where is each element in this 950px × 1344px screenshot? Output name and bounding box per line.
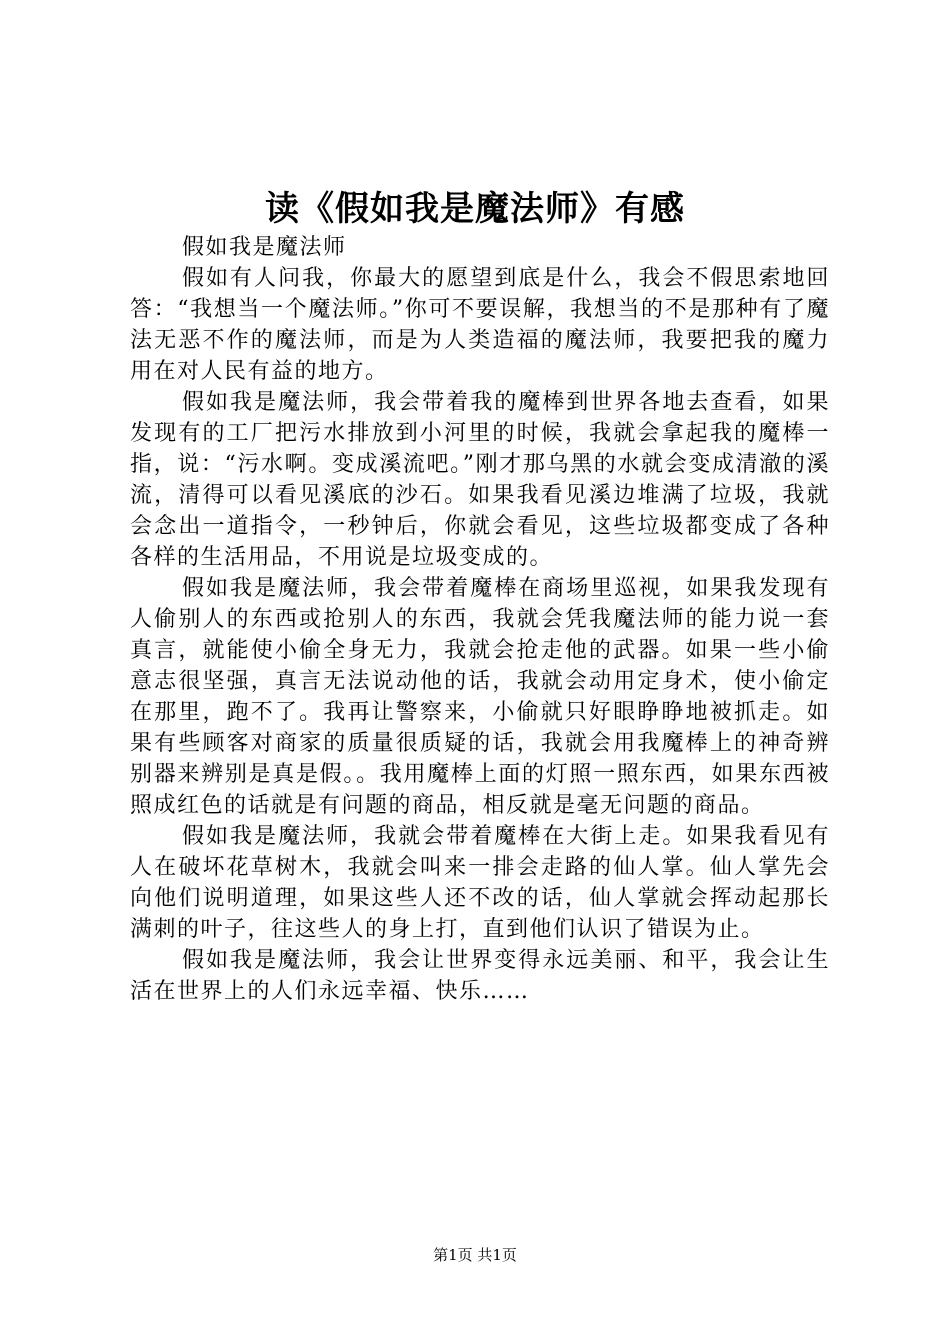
document-title: 读《假如我是魔法师》有感: [265, 189, 685, 229]
document-body: [130, 232, 830, 1007]
paragraph-1: 假如有人问我，你最大的愿望到底是什么，我会不假思索地回答：“我想当一个魔法师。”你可不要误解，我想当的不是那种有了魔法无恶不作的魔法师，而是为人类造福的魔法师，我要把我的魔力用在对人民有益的地方。: [130, 266, 830, 384]
paragraph-4: 假如我是魔法师，我就会带着魔棒在大街上走。如果我看见有人在破坏花草树木，我就会叫来一排会走路的仙人掌。仙人掌先会向他们说明道理，如果这些人还不改的话，仙人掌就会挥动起那长满刺的叶子，往这些人的身上打，直到他们认识了错误为止。: [130, 824, 830, 942]
page-footer: 第1页 共1页: [433, 1246, 517, 1264]
paragraph-subtitle: 假如我是魔法师: [182, 235, 347, 260]
paragraph-5: 假如我是魔法师，我会让世界变得永远美丽、和平，我会让生活在世界上的人们永远幸福、快乐……: [130, 948, 830, 1004]
paragraph-3: 假如我是魔法师，我会带着魔棒在商场里巡视，如果我发现有人偷别人的东西或抢别人的东西，我就会凭我魔法师的能力说一套真言，就能使小偷全身无力，我就会抢走他的武器。如果一些小偷意志很坚强，真言无法说动他的话，我就会动用定身术，使小偷定在那里，跑不了。我再让警察来，小偷就只好眼睁睁地被抓走。如果有些顾客对商家的质量很质疑的话，我就会用我魔棒上的神奇辨别器来辨别是真是假。。我用魔棒上面的灯照一照东西，如果东西被照成红色的话就是有问题的商品，相反就是毫无问题的商品。: [130, 576, 830, 818]
paragraph-2: 假如我是魔法师，我会带着我的魔棒到世界各地去查看，如果发现有的工厂把污水排放到小河里的时候，我就会拿起我的魔棒一指，说：“污水啊。变成溪流吧。”刚才那乌黑的水就会变成清澈的溪流，清得可以看见溪底的沙石。如果我看见溪边堆满了垃圾，我就会念出一道指令，一秒钟后，你就会看见，这些垃圾都变成了各种各样的生活用品，不用说是垃圾变成的。: [130, 390, 830, 570]
